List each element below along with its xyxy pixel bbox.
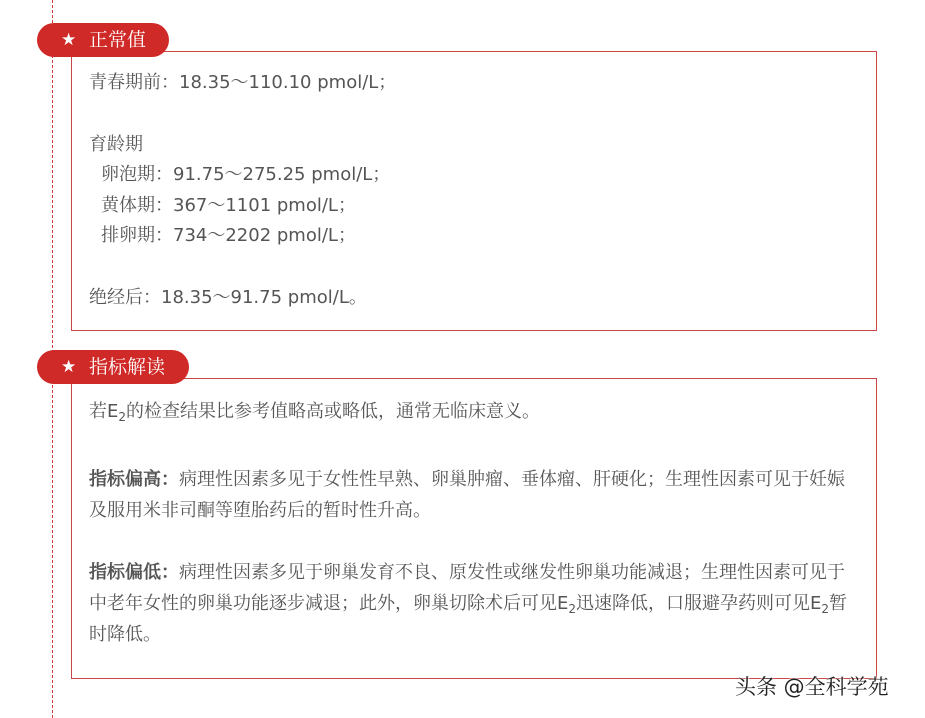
follicular-value: 卵泡期：91.75～275.25 pmol/L； — [101, 164, 391, 185]
postmenopause-value: 绝经后：18.35～91.75 pmol/L。 — [89, 287, 367, 308]
reproductive-heading: 育龄期 — [89, 134, 143, 155]
high-text: 病理性因素多见于女性性早熟、卵巢肿瘤、垂体瘤、肝硬化；生理性因素可见于妊娠及服用米非司酮等堕胎药后的暂时性升高。 — [89, 469, 845, 521]
watermark: 头条 @全科学苑 — [735, 675, 889, 699]
star-icon: ★ — [61, 357, 77, 377]
low-label: 指标偏低： — [89, 562, 179, 583]
ovulation-value: 排卵期：734～2202 pmol/L； — [101, 225, 356, 246]
section-tag-label: 指标解读 — [89, 356, 166, 378]
section-tag-label: 正常值 — [89, 29, 147, 51]
interpretation-intro: 若$E_2$的检查结果比参考值略高或略低，通常无临床意义。 — [89, 401, 541, 424]
interpretation-high — [89, 464, 861, 526]
prepuberty-value: 青春期前：18.35～110.10 pmol/L； — [89, 72, 397, 93]
star-icon: ★ — [61, 30, 77, 50]
luteal-value: 黄体期：367～1101 pmol/L； — [101, 195, 356, 216]
section-tag-normal-values — [37, 23, 169, 57]
high-label: 指标偏高： — [89, 469, 179, 490]
interpretation-low: 指标偏低：病理性因素多见于卵巢发育不良、原发性或继发性卵巢功能减退；生理性因素可见于中老年女性的卵巢功能逐步减退；此外，卵巢切除术后可见$E_2$迅速降低，口服避孕药则可见$E_2$暂时降低。 — [89, 562, 848, 645]
section-tag-interpretation — [37, 350, 189, 384]
